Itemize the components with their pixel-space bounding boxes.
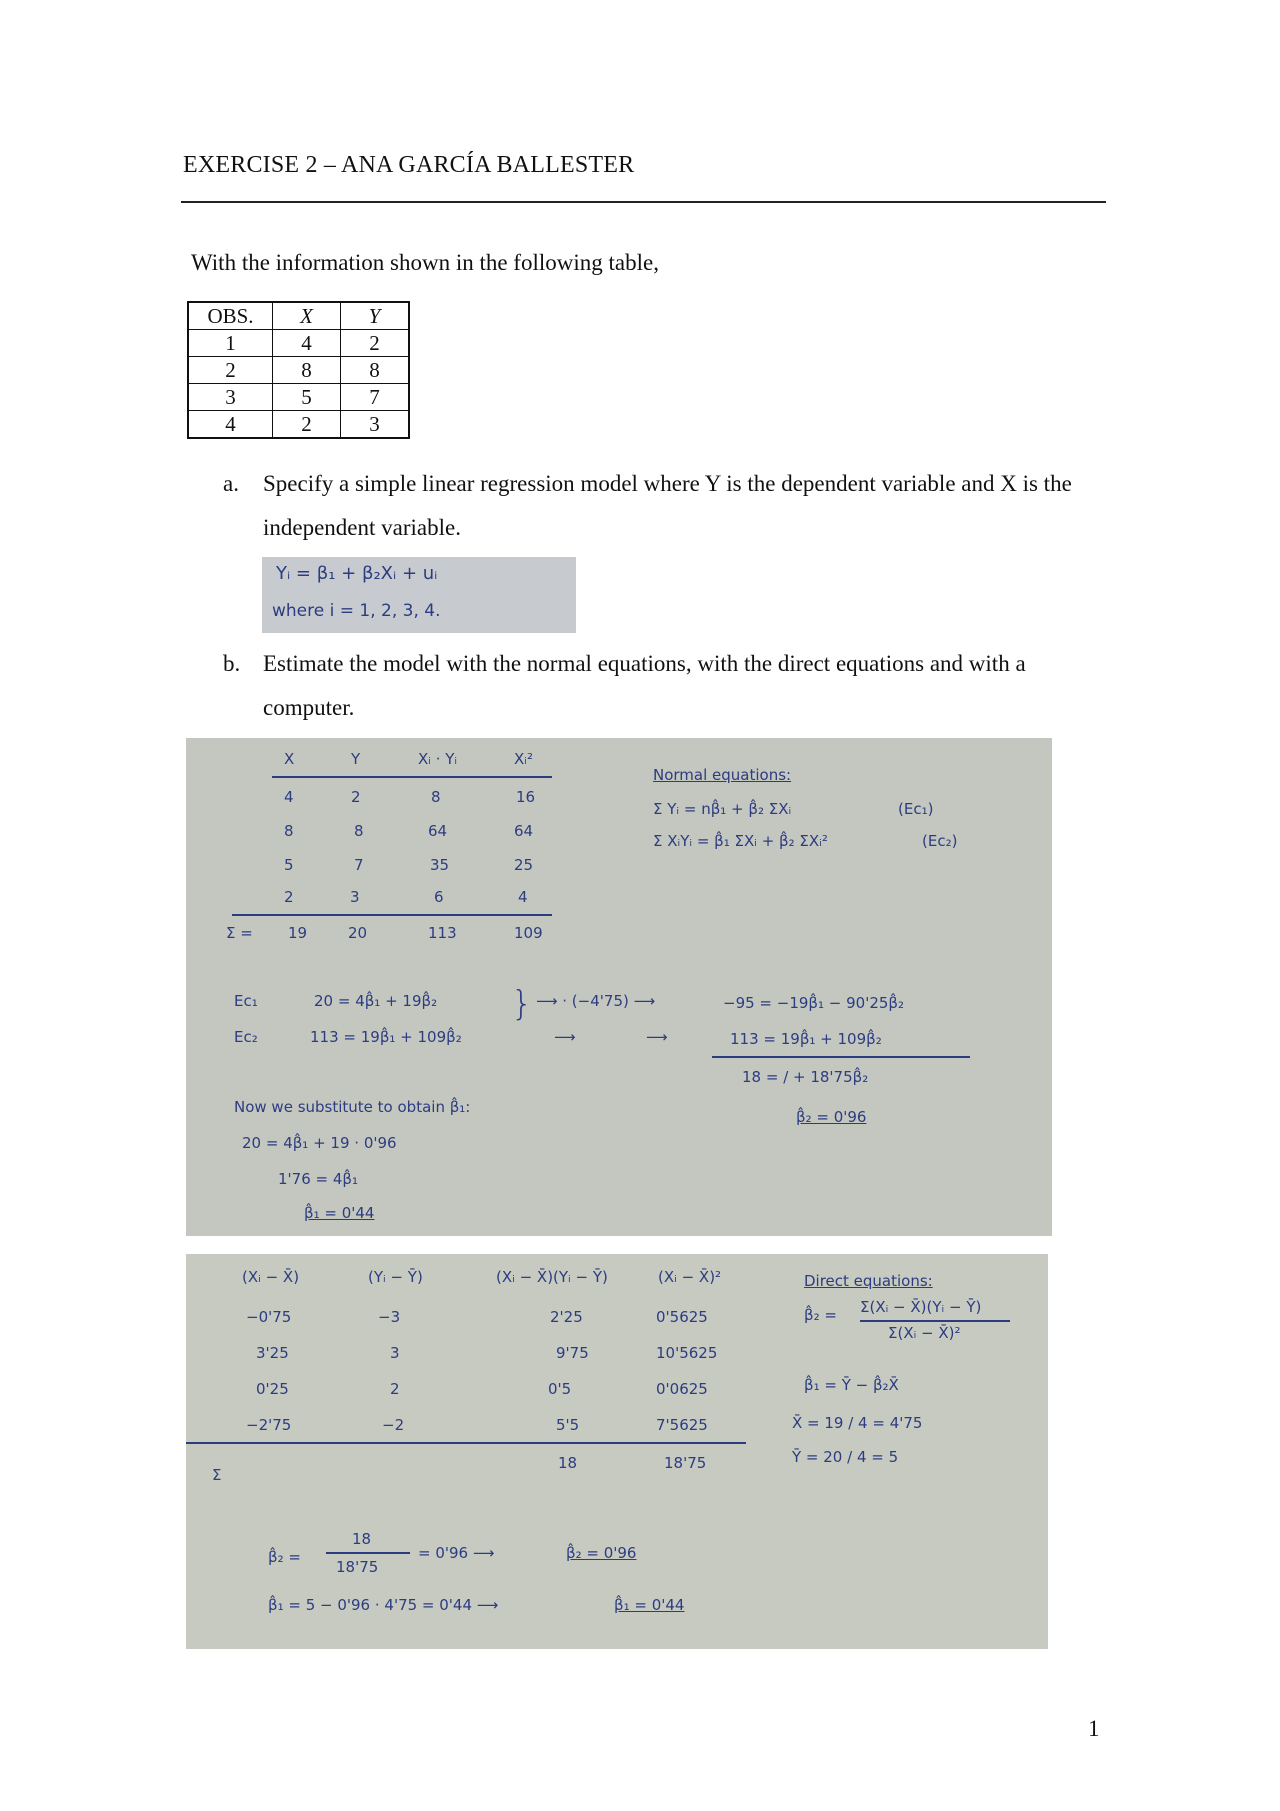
ec2-label: Ec₂ xyxy=(234,1028,258,1046)
direct-b1: β̂₁ = Ȳ − β̂₂X̄ xyxy=(804,1376,899,1394)
cell: 3 xyxy=(350,888,360,906)
cell: −0'75 xyxy=(246,1308,292,1326)
table-header-row xyxy=(188,302,409,330)
page-number: 1 xyxy=(1088,1716,1100,1741)
data-table xyxy=(187,301,410,439)
table-cell: 8 xyxy=(273,357,341,384)
result-rule xyxy=(712,1056,970,1058)
cell: 3 xyxy=(390,1344,400,1362)
col-header-xdev2: (Xᵢ − X̄)² xyxy=(658,1268,722,1286)
result-line3: 18 = / + 18'75β̂₂ xyxy=(742,1068,869,1086)
cell: 8 xyxy=(284,822,294,840)
normal-eq2-tag: (Ec₂) xyxy=(922,832,958,850)
sum-label: Σ = xyxy=(226,924,253,942)
xbar-value: X̄ = 19 / 4 = 4'75 xyxy=(792,1414,923,1432)
table-cell: 3 xyxy=(188,384,273,411)
table-cell: 7 xyxy=(341,384,410,411)
calc-b2-numerator: 18 xyxy=(352,1530,372,1548)
model-index: where i = 1, 2, 3, 4. xyxy=(272,601,441,621)
cell: 2 xyxy=(390,1380,400,1398)
direct-equations-photo xyxy=(186,1254,1048,1649)
arrow-multiply: ⟶ · (−4'75) ⟶ xyxy=(536,992,656,1010)
sum-rule xyxy=(232,914,552,916)
ec1-label: Ec₁ xyxy=(234,992,258,1010)
item-a-letter: a. xyxy=(223,471,239,496)
substitute-line1: 20 = 4β̂₁ + 19 · 0'96 xyxy=(242,1134,397,1152)
direct-title: Direct equations: xyxy=(804,1272,933,1290)
cell: 2 xyxy=(351,788,361,806)
col-header-xdev: (Xᵢ − X̄) xyxy=(242,1268,300,1286)
result-line1: −95 = −19β̂₁ − 90'25β̂₂ xyxy=(723,994,904,1012)
substitute-text: Now we substitute to obtain β̂₁: xyxy=(234,1098,471,1116)
table-header-y: Y xyxy=(341,302,410,330)
cell: 5'5 xyxy=(556,1416,580,1434)
cell: 0'5625 xyxy=(656,1308,708,1326)
sum-cell: 18 xyxy=(558,1454,578,1472)
col-header-y: Y xyxy=(351,750,361,768)
table-cell: 3 xyxy=(341,411,410,439)
sum-cell: 18'75 xyxy=(664,1454,707,1472)
table-cell: 1 xyxy=(188,330,273,357)
cell: −3 xyxy=(378,1308,401,1326)
cell: 9'75 xyxy=(556,1344,589,1362)
ec1-equation: 20 = 4β̂₁ + 19β̂₂ xyxy=(314,992,438,1010)
cell: 4 xyxy=(284,788,294,806)
arrow-plain: ⟶ xyxy=(554,1028,576,1046)
cell: 7 xyxy=(354,856,364,874)
ybar-value: Ȳ = 20 / 4 = 5 xyxy=(792,1448,899,1466)
normal-title: Normal equations: xyxy=(653,766,792,784)
direct-b2-denominator: Σ(Xᵢ − X̄)² xyxy=(888,1324,961,1342)
item-a-text: Specify a simple linear regression model where Y is the dependent variable and X is the independent variable. xyxy=(263,471,1072,540)
table-cell: 8 xyxy=(341,357,410,384)
cell: 2'25 xyxy=(550,1308,583,1326)
normal-equations-photo xyxy=(186,738,1052,1236)
table-header-x: X xyxy=(273,302,341,330)
table-row xyxy=(188,411,409,439)
sum-cell: 113 xyxy=(428,924,457,942)
fraction-bar xyxy=(860,1320,1010,1322)
cell: 5 xyxy=(284,856,294,874)
cell: 2 xyxy=(284,888,294,906)
beta1-result: β̂₁ = 0'44 xyxy=(304,1204,375,1222)
model-photo xyxy=(262,557,576,633)
col-header-x2: Xᵢ² xyxy=(514,750,533,768)
normal-eq1: Σ Yᵢ = nβ̂₁ + β̂₂ ΣXᵢ xyxy=(653,800,792,818)
direct-b2-lhs: β̂₂ = xyxy=(804,1306,837,1324)
substitute-line2: 1'76 = 4β̂₁ xyxy=(278,1170,358,1188)
col-header-product: (Xᵢ − X̄)(Yᵢ − Ȳ) xyxy=(496,1268,608,1286)
calc-b1-result: β̂₁ = 0'44 xyxy=(614,1596,685,1614)
table-cell: 4 xyxy=(188,411,273,439)
brace: } xyxy=(511,984,533,1024)
cell: 0'5 xyxy=(548,1380,572,1398)
sum-cell: 19 xyxy=(288,924,308,942)
table-row xyxy=(188,384,409,411)
table-cell: 4 xyxy=(273,330,341,357)
cell: 10'5625 xyxy=(656,1344,718,1362)
table-header-obs: OBS. xyxy=(188,302,273,330)
cell: 6 xyxy=(434,888,444,906)
table-cell: 2 xyxy=(341,330,410,357)
col-header-ydev: (Yᵢ − Ȳ) xyxy=(368,1268,423,1286)
table-row xyxy=(188,330,409,357)
cell: 4 xyxy=(518,888,528,906)
fraction-bar xyxy=(326,1552,410,1554)
col-header-x: X xyxy=(284,750,295,768)
ec2-equation: 113 = 19β̂₁ + 109β̂₂ xyxy=(310,1028,462,1046)
result-line2: 113 = 19β̂₁ + 109β̂₂ xyxy=(730,1030,882,1048)
cell: 3'25 xyxy=(256,1344,289,1362)
calc-b1: β̂₁ = 5 − 0'96 · 4'75 = 0'44 ⟶ xyxy=(268,1596,499,1614)
cell: 35 xyxy=(430,856,450,874)
cell: 64 xyxy=(428,822,448,840)
arrow-plain: ⟶ xyxy=(646,1028,668,1046)
cell: −2 xyxy=(382,1416,405,1434)
item-b-text: Estimate the model with the normal equations, with the direct equations and with a computer. xyxy=(263,651,1026,720)
table-cell: 2 xyxy=(273,411,341,439)
table-cell: 2 xyxy=(188,357,273,384)
item-b-letter: b. xyxy=(223,651,241,676)
cell: 0'0625 xyxy=(656,1380,708,1398)
col-header-xy: Xᵢ · Yᵢ xyxy=(418,750,458,768)
calc-b2-denominator: 18'75 xyxy=(336,1558,379,1576)
calc-b2-result: β̂₂ = 0'96 xyxy=(566,1544,637,1562)
sum-cell: 20 xyxy=(348,924,368,942)
sum-rule xyxy=(186,1442,746,1444)
cell: 8 xyxy=(354,822,364,840)
intro-text: With the information shown in the following table, xyxy=(191,250,659,275)
normal-eq1-tag: (Ec₁) xyxy=(898,800,934,818)
cell: −2'75 xyxy=(246,1416,292,1434)
header-underline xyxy=(272,776,552,778)
calc-b2-lhs: β̂₂ = xyxy=(268,1548,301,1566)
header-rule xyxy=(181,201,1106,203)
page-title: EXERCISE 2 – ANA GARCÍA BALLESTER xyxy=(183,152,635,178)
table-row xyxy=(188,357,409,384)
cell: 64 xyxy=(514,822,534,840)
cell: 8 xyxy=(431,788,441,806)
cell: 25 xyxy=(514,856,534,874)
cell: 16 xyxy=(516,788,536,806)
normal-eq2: Σ XᵢYᵢ = β̂₁ ΣXᵢ + β̂₂ ΣXᵢ² xyxy=(653,832,828,850)
beta2-result: β̂₂ = 0'96 xyxy=(796,1108,867,1126)
calc-b2-rest: = 0'96 ⟶ xyxy=(418,1544,495,1562)
sum-label: Σ xyxy=(212,1466,222,1484)
model-equation: Yᵢ = β₁ + β₂Xᵢ + uᵢ xyxy=(276,563,438,584)
direct-b2-numerator: Σ(Xᵢ − X̄)(Yᵢ − Ȳ) xyxy=(860,1298,982,1316)
table-cell: 5 xyxy=(273,384,341,411)
cell: 7'5625 xyxy=(656,1416,708,1434)
cell: 0'25 xyxy=(256,1380,289,1398)
sum-cell: 109 xyxy=(514,924,543,942)
